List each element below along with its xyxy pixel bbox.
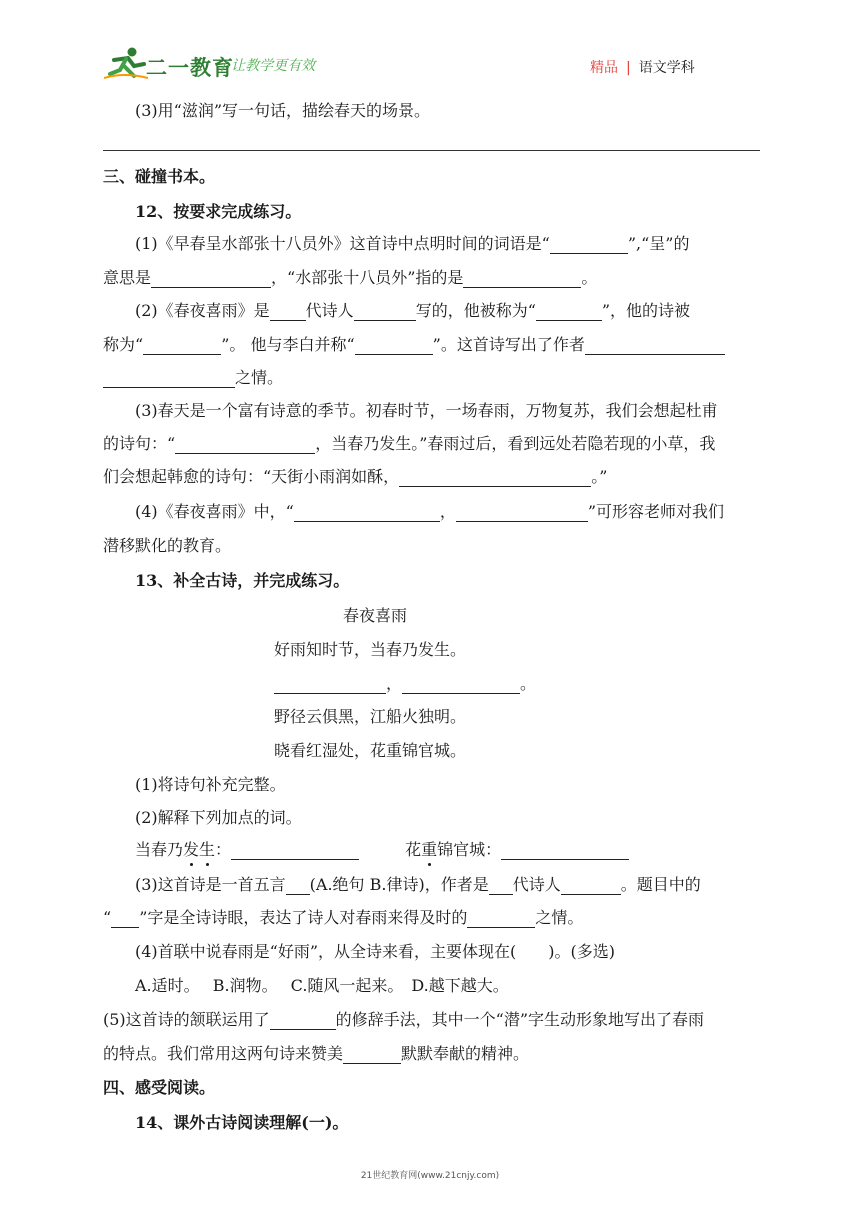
blank[interactable] [286,877,310,895]
q13-item3-line2: “ ”字是全诗诗眼，表达了诗人对春雨来得及时的 之情。 [103,908,584,927]
answer-line [103,150,760,151]
q13-word-explain: 当春乃发生： 花重锦官城： [135,840,629,860]
q13-item1: (1)将诗句补充完整。 [135,775,286,794]
brand-subject: 语文学科 [638,60,695,76]
blank[interactable] [103,370,235,388]
q13-item5-line1: (5)这首诗的颔联运用了 的修辞手法，其中一个“潜”字生动形象地写出了春雨 [103,1010,705,1029]
blank[interactable] [536,303,602,321]
blank[interactable] [355,337,433,355]
blank[interactable] [456,504,588,522]
q13-title: 13、补全古诗，并完成练习。 [135,571,350,590]
q13-options: A.适时。 B.润物。 C.随风一起来。 D.越下越大。 [135,976,509,995]
q14-title: 14、课外古诗阅读理解(一)。 [135,1113,349,1132]
blank[interactable] [550,236,628,254]
q12-title: 12、按要求完成练习。 [135,202,302,221]
q12-item2-line1: (2)《春夜喜雨》是 代诗人 写的，他被称为“ ”，他的诗被 [135,301,691,320]
page-footer: 21世纪教育网(www.21cnjy.com) [360,1171,500,1181]
blank[interactable] [585,337,725,355]
q13-item4: (4)首联中说春雨是“好雨”，从全诗来看，主要体现在( )。(多选) [135,942,615,961]
blank[interactable] [143,337,221,355]
q13-item3-line1: (3)这首诗是一首五言 (A.绝句 B.律诗)，作者是 代诗人 。题目中的 [135,875,701,894]
blank[interactable] [294,504,440,522]
q12-item1-line1: (1)《早春呈水部张十八员外》这首诗中点明时间的词语是“ ”,“呈”的 [135,234,690,253]
q12-item3-line1: (3)春天是一个富有诗意的季节。初春时节，一场春雨，万物复苏，我们会想起杜甫 [135,401,718,420]
dotted-char: 生 [199,840,216,859]
blank[interactable] [463,270,581,288]
blank[interactable] [561,877,621,895]
blank[interactable] [467,910,535,928]
poem-line3: 野径云俱黑，江船火独明。 [274,707,467,726]
blank[interactable] [343,1046,401,1064]
blank[interactable] [399,469,591,487]
q13-item2: (2)解释下列加点的词。 [135,808,302,827]
blank[interactable] [402,676,520,694]
blank[interactable] [151,270,271,288]
brand-separator: | [626,60,631,76]
blank[interactable] [111,910,139,928]
dotted-char: 重 [421,840,438,859]
blank[interactable] [354,303,416,321]
slogan: / 让教学更有效 [222,58,316,74]
brand-quality: 精品 [590,60,618,76]
q12-item1-line2: 意思是 ，“水部张十八员外”指的是 。 [103,268,598,287]
section3-heading: 三、碰撞书本。 [103,167,216,186]
poem-line4: 晓看红湿处，花重锦官城。 [274,741,467,760]
q12-item2-line2: 称为“ ”。 他与李白并称“ ”。这首诗写出了作者 [103,335,725,355]
q12-item3-line2: 的诗句：“ ，当春乃发生。”春雨过后，看到远处若隐若现的小草，我 [103,434,716,453]
brand [590,57,695,77]
runner-logo-icon [104,46,148,80]
dotted-char: 发 [183,840,200,859]
q11-item3: (3)用“滋润”写一句话，描绘春天的场景。 [135,101,431,120]
q12-item4-line2: 潜移默化的教育。 [103,536,232,555]
blank[interactable] [274,676,386,694]
section4-heading: 四、感受阅读。 [103,1078,216,1097]
blank[interactable] [270,1012,336,1030]
blank[interactable] [270,303,306,321]
page-header [0,0,860,90]
q12-item4-line1: (4)《春夜喜雨》中，“ ， ”可形容老师对我们 [135,502,725,521]
q12-item3-line3: 们会想起韩愈的诗句：“天街小雨润如酥， 。” [103,467,608,486]
q13-item5-line2: 的特点。我们常用这两句诗来赞美 默默奉献的精神。 [103,1044,530,1063]
blank[interactable] [489,877,513,895]
blank[interactable] [501,842,629,860]
poem-title: 春夜喜雨 [343,606,408,625]
poem-line1: 好雨知时节，当春乃发生。 [274,640,467,659]
blank[interactable] [175,436,315,454]
logo-text: 二一教育 [146,56,234,80]
poem-line2: ， 。 [274,674,536,694]
blank[interactable] [231,842,359,860]
q12-item2-line3: 之情。 [103,368,283,388]
